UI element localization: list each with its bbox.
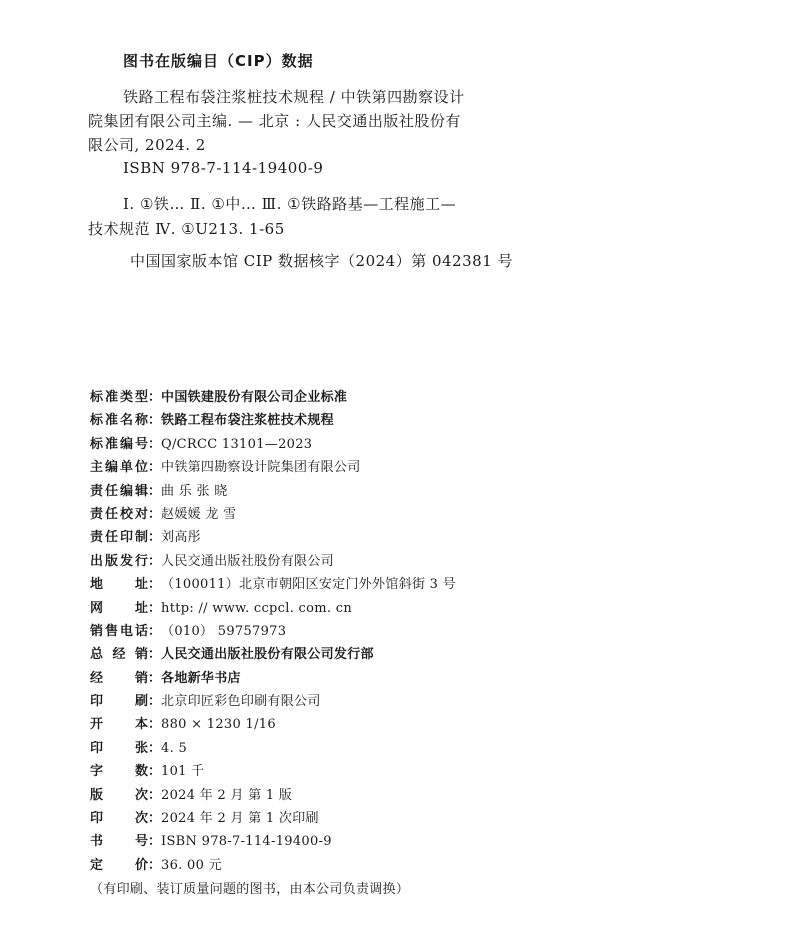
spec-row: [90, 550, 456, 573]
spec-value: 中国铁建股份有限公司企业标准: [161, 390, 348, 405]
spec-label: 开 本: [90, 717, 148, 733]
spec-label: 责 任 编 辑: [90, 483, 148, 499]
spec-row: [90, 690, 456, 713]
spec-value: Q/CRCC 13101—2023: [161, 436, 313, 452]
spec-label: 出 版 发 行: [90, 553, 148, 569]
spec-value: 刘高彤: [161, 530, 201, 546]
spec-label: 网 址: [90, 600, 148, 616]
cip-line: 限公司, 2024. 2: [88, 136, 206, 154]
spec-colon: ：: [148, 834, 162, 850]
spec-colon: ：: [148, 460, 162, 476]
spec-value: （100011）北京市朝阳区安定门外外馆斜街 3 号: [161, 577, 456, 593]
spec-colon: ：: [148, 436, 162, 452]
spec-row: [90, 667, 456, 690]
spec-row: [90, 784, 456, 807]
spec-label: 主 编 单 位: [90, 460, 148, 476]
cip-isbn-line: ISBN 978-7-114-19400-9: [123, 159, 324, 177]
spec-label: 书 号: [90, 834, 148, 850]
spec-row: [90, 737, 456, 760]
spec-value: 铁路工程布袋注浆桩技术规程: [161, 413, 334, 429]
spec-colon: ：: [148, 694, 162, 710]
quality-note: （有印刷、装订质量问题的图书，由本公司负责调换）: [90, 882, 410, 898]
spec-row: [90, 854, 456, 877]
spec-label: 总 经 销: [90, 647, 148, 663]
spec-value: 101 千: [161, 764, 205, 780]
spec-colon: ：: [148, 623, 162, 639]
spec-row: [90, 433, 456, 456]
spec-row: [90, 643, 456, 666]
spec-colon: ：: [148, 483, 162, 499]
publication-specs: [90, 386, 456, 897]
spec-row: [90, 409, 456, 432]
cip-record-number: 中国国家版本馆 CIP 数据核字（2024）第 042381 号: [130, 252, 514, 270]
spec-row: [90, 480, 456, 503]
spec-colon: ：: [148, 787, 162, 803]
spec-row: [90, 760, 456, 783]
spec-label: 印 张: [90, 740, 148, 756]
spec-value: 人民交通出版社股份有限公司发行部: [161, 647, 374, 663]
spec-row: [90, 503, 456, 526]
spec-row: [90, 386, 456, 409]
spec-row: [90, 597, 456, 620]
spec-row: [90, 713, 456, 736]
spec-colon: ：: [148, 857, 162, 873]
spec-colon: ：: [148, 530, 162, 546]
spec-colon: ：: [148, 506, 162, 522]
spec-row: [90, 830, 456, 853]
spec-value: 赵媛媛 龙 雪: [161, 506, 237, 522]
spec-colon: ：: [148, 740, 162, 756]
spec-value: 曲 乐 张 晓: [161, 483, 228, 499]
spec-label: 责 任 印 制: [90, 530, 148, 546]
spec-colon: ：: [148, 717, 162, 733]
spec-colon: ：: [148, 811, 162, 827]
spec-label: 定 价: [90, 857, 148, 873]
spec-label: 版 次: [90, 787, 148, 803]
spec-colon: ：: [148, 577, 162, 593]
spec-colon: ：: [148, 764, 162, 780]
spec-row: [90, 456, 456, 479]
spec-value: 2024 年 2 月 第 1 次印刷: [161, 811, 319, 827]
spec-row: [90, 526, 456, 549]
spec-value: 各地新华书店: [161, 670, 241, 686]
spec-colon: ：: [148, 670, 162, 686]
spec-label: 印 次: [90, 811, 148, 827]
spec-value: 36. 00 元: [161, 857, 222, 873]
spec-label: 责 任 校 对: [90, 506, 148, 522]
spec-value: 880 × 1230 1/16: [161, 717, 276, 733]
spec-value: 中铁第四勘察设计院集团有限公司: [161, 460, 361, 476]
cip-classification-line: Ⅰ. ①铁… Ⅱ. ①中… Ⅲ. ①铁路路基—工程施工—: [123, 195, 457, 213]
spec-colon: ：: [148, 647, 162, 663]
spec-label: 经 销: [90, 670, 148, 686]
spec-colon: ：: [148, 413, 162, 429]
spec-colon: ：: [148, 390, 162, 405]
spec-row: [90, 573, 456, 596]
cip-title: 图书在版编目（CIP）数据: [123, 52, 314, 70]
spec-value: ISBN 978-7-114-19400-9: [161, 834, 332, 850]
cip-line: 院集团有限公司主编. — 北京 : 人民交通出版社股份有: [88, 112, 461, 130]
spec-label: 印 刷: [90, 694, 148, 710]
spec-value: （010） 59757973: [161, 623, 287, 639]
spec-colon: ：: [148, 600, 162, 616]
spec-value: 人民交通出版社股份有限公司: [161, 553, 334, 569]
spec-row: [90, 807, 456, 830]
spec-label: 地 址: [90, 577, 148, 593]
spec-row: [90, 620, 456, 643]
spec-label: 销 售 电 话: [90, 623, 148, 639]
spec-value: 2024 年 2 月 第 1 版: [161, 787, 293, 803]
cip-line: 铁路工程布袋注浆桩技术规程 / 中铁第四勘察设计: [123, 88, 465, 106]
spec-label: 字 数: [90, 764, 148, 780]
spec-label: 标 准 名 称: [90, 413, 148, 429]
spec-label: 标 准 类 型: [90, 390, 148, 405]
spec-value: 北京印匠彩色印刷有限公司: [161, 694, 321, 710]
spec-colon: ：: [148, 553, 162, 569]
spec-label: 标 准 编 号: [90, 436, 148, 452]
spec-value: http: // www. ccpcl. com. cn: [161, 600, 353, 616]
cip-classification-line: 技术规范 Ⅳ. ①U213. 1-65: [88, 220, 285, 238]
spec-value: 4. 5: [161, 740, 188, 756]
